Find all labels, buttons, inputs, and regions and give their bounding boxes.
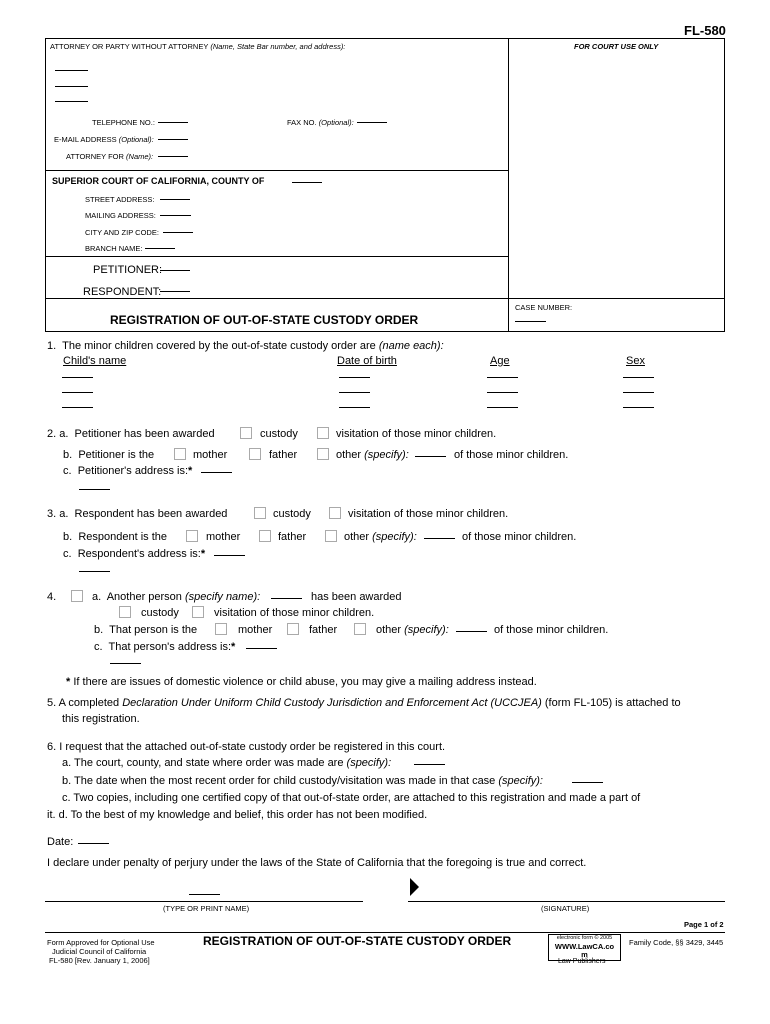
telephone-field[interactable] <box>158 122 188 123</box>
item3b-label: b. Respondent is the <box>63 531 167 543</box>
item2-visitation-checkbox[interactable] <box>317 427 329 439</box>
child2-dob[interactable] <box>339 392 370 393</box>
logo-mid: WWW.LawCA.co <box>554 942 615 951</box>
fax-field[interactable] <box>357 122 387 123</box>
item2-other-field[interactable] <box>415 456 446 457</box>
item3-of-those: of those minor children. <box>462 531 577 543</box>
col-age: Age <box>490 355 510 367</box>
item6d: it. d. To the best of my knowledge and belief, this order has not been modified. <box>47 809 428 821</box>
col-child-name: Child's name <box>63 355 127 367</box>
item3-custody-label: custody <box>273 508 311 520</box>
court-label: SUPERIOR COURT OF CALIFORNIA, COUNTY OF <box>52 176 265 186</box>
form-title: REGISTRATION OF OUT-OF-STATE CUSTODY ORDER <box>110 313 419 327</box>
attorney-city-line[interactable] <box>55 101 88 102</box>
item4-other-checkbox[interactable] <box>354 623 366 635</box>
fax-label: FAX NO. (Optional): <box>287 118 354 127</box>
email-label: E-MAIL ADDRESS (Optional): <box>54 135 154 144</box>
child2-sex[interactable] <box>623 392 654 393</box>
item2-father-checkbox[interactable] <box>249 448 261 460</box>
attorney-name-line[interactable] <box>55 70 88 71</box>
child3-dob[interactable] <box>339 407 370 408</box>
item4b-label: b. That person is the <box>94 624 198 636</box>
print-name-field[interactable] <box>189 894 220 895</box>
mailing-field[interactable] <box>160 215 191 216</box>
item2-address-field-2[interactable] <box>79 489 110 490</box>
item4-num: 4. <box>47 591 57 603</box>
attorney-for-label: ATTORNEY FOR (Name): <box>66 152 154 161</box>
declaration: I declare under penalty of perjury under the laws of the State of California that the foregoing is true and correct. <box>47 857 587 869</box>
item4-visitation-label: visitation of those minor children. <box>214 607 375 619</box>
petitioner-field[interactable] <box>160 270 190 271</box>
item2-custody-label: custody <box>260 428 298 440</box>
child1-dob[interactable] <box>339 377 370 378</box>
child2-age[interactable] <box>487 392 518 393</box>
item2c-label: c. Petitioner's address is:* <box>63 465 193 477</box>
date-field[interactable] <box>78 843 109 844</box>
child3-age[interactable] <box>487 407 518 408</box>
item6a: a. The court, county, and state where order was made are (specify): <box>62 757 392 769</box>
item3-mother-checkbox[interactable] <box>186 530 198 542</box>
item2-address-field[interactable] <box>201 472 232 473</box>
child2-name[interactable] <box>62 392 93 393</box>
lawca-logo <box>548 934 621 961</box>
child1-sex[interactable] <box>623 377 654 378</box>
case-number-field[interactable] <box>515 321 546 322</box>
petitioner-label: PETITIONER: <box>93 264 163 276</box>
item4-other-field[interactable] <box>456 631 487 632</box>
item3-other-label: other (specify): <box>344 531 417 543</box>
item4-mother-label: mother <box>238 624 273 636</box>
court-use-label: FOR COURT USE ONLY <box>574 42 659 51</box>
item3c-label: c. Respondent's address is:* <box>63 548 206 560</box>
footer-title: REGISTRATION OF OUT-OF-STATE CUSTODY ORDER <box>203 934 512 948</box>
item4-father-label: father <box>309 624 338 636</box>
city-field[interactable] <box>163 232 193 233</box>
page-number: Page 1 of 2 <box>684 920 724 929</box>
item4-checkbox[interactable] <box>71 590 83 602</box>
col-date-of-birth: Date of birth <box>337 355 397 367</box>
mailing-label: MAILING ADDRESS: <box>85 211 156 220</box>
item2-custody-checkbox[interactable] <box>240 427 252 439</box>
item4-mother-checkbox[interactable] <box>215 623 227 635</box>
abuse-note: * If there are issues of domestic violence or child abuse, you may give a mailing address instead. <box>66 676 537 688</box>
item4-address-field-2[interactable] <box>110 663 141 664</box>
respondent-label: RESPONDENT: <box>83 286 162 298</box>
item2-other-checkbox[interactable] <box>317 448 329 460</box>
case-number-label: CASE NUMBER: <box>515 303 573 312</box>
item3-visitation-label: visitation of those minor children. <box>348 508 509 520</box>
item2-mother-checkbox[interactable] <box>174 448 186 460</box>
signature-line[interactable] <box>408 901 725 902</box>
respondent-field[interactable] <box>160 291 190 292</box>
item6a-field[interactable] <box>414 764 445 765</box>
item4-other-label: other (specify): <box>376 624 449 636</box>
item2-father-label: father <box>269 449 298 461</box>
street-label: STREET ADDRESS: <box>85 195 155 204</box>
item2-visitation-label: visitation of those minor children. <box>336 428 497 440</box>
item3-other-checkbox[interactable] <box>325 530 337 542</box>
street-field[interactable] <box>160 199 190 200</box>
item3-address-field[interactable] <box>214 555 245 556</box>
city-label: CITY AND ZIP CODE: <box>85 228 159 237</box>
item2a-label: 2. a. Petitioner has been awarded <box>47 428 215 440</box>
county-field[interactable] <box>292 182 322 183</box>
footer-approved: Form Approved for Optional Use <box>47 938 155 947</box>
child1-age[interactable] <box>487 377 518 378</box>
child3-name[interactable] <box>62 407 93 408</box>
item1-text: 1. The minor children covered by the out-of-state custody order are (name each): <box>47 340 444 352</box>
item5-line2: this registration. <box>62 713 140 725</box>
item3-mother-label: mother <box>206 531 241 543</box>
child1-name[interactable] <box>62 377 93 378</box>
item4-visitation-checkbox[interactable] <box>192 606 204 618</box>
item3-father-label: father <box>278 531 307 543</box>
footer-code: Family Code, §§ 3429, 3445 <box>629 938 724 947</box>
branch-field[interactable] <box>145 248 175 249</box>
item3-visitation-checkbox[interactable] <box>329 507 341 519</box>
email-field[interactable] <box>158 139 188 140</box>
item2-mother-label: mother <box>193 449 228 461</box>
date-label: Date: <box>47 836 74 848</box>
item2-other-label: other (specify): <box>336 449 409 461</box>
item4-address-field[interactable] <box>246 648 277 649</box>
branch-label: BRANCH NAME: <box>85 244 143 253</box>
logo-bottom: Law Publishers <box>558 958 606 965</box>
item6b-field[interactable] <box>572 782 603 783</box>
item3-address-field-2[interactable] <box>79 571 110 572</box>
item4-father-checkbox[interactable] <box>287 623 299 635</box>
signature-label: (SIGNATURE) <box>541 904 590 913</box>
telephone-label: TELEPHONE NO.: <box>92 118 155 127</box>
col-sex: Sex <box>626 355 645 367</box>
item3-custody-checkbox[interactable] <box>254 507 266 519</box>
attorney-address-line[interactable] <box>55 86 88 87</box>
item4c-label: c. That person's address is:* <box>94 641 236 653</box>
item6-intro: 6. I request that the attached out-of-state custody order be registered in this court. <box>47 741 446 753</box>
item4-custody-checkbox[interactable] <box>119 606 131 618</box>
type-name-label: (TYPE OR PRINT NAME) <box>163 904 250 913</box>
signature-arrow-icon <box>410 878 419 896</box>
item3a-label: 3. a. Respondent has been awarded <box>47 508 228 520</box>
logo-m: m <box>581 950 588 959</box>
form-id: FL-580 <box>684 23 726 38</box>
attorney-for-field[interactable] <box>158 156 188 157</box>
item3-other-field[interactable] <box>424 538 455 539</box>
footer-rev: FL-580 [Rev. January 1, 2006] <box>49 956 150 965</box>
item4-custody-label: custody <box>141 607 179 619</box>
item4-name-field[interactable] <box>271 598 302 599</box>
child3-sex[interactable] <box>623 407 654 408</box>
item5-line1: 5. A completed Declaration Under Uniform Child Custody Jurisdiction and Enforcement Act (UCCJEA) (form FL-105) is attached to <box>47 697 681 709</box>
item3-father-checkbox[interactable] <box>259 530 271 542</box>
item2-of-those: of those minor children. <box>454 449 569 461</box>
attorney-label: ATTORNEY OR PARTY WITHOUT ATTORNEY (Name, State Bar number, and address): <box>50 42 346 51</box>
item6b: b. The date when the most recent order for child custody/visitation was made in that case (specify): <box>62 775 543 787</box>
item4-of-those: of those minor children. <box>494 624 609 636</box>
item4a-label: a. Another person (specify name): <box>92 591 261 603</box>
logo-top: electronic form © 2005 <box>556 935 613 941</box>
item4-awarded: has been awarded <box>311 591 402 603</box>
item2b-label: b. Petitioner is the <box>63 449 155 461</box>
footer-council: Judicial Council of California <box>52 947 147 956</box>
item6c: c. Two copies, including one certified copy of that out-of-state order, are attached to this registration and made a part of <box>62 792 641 804</box>
